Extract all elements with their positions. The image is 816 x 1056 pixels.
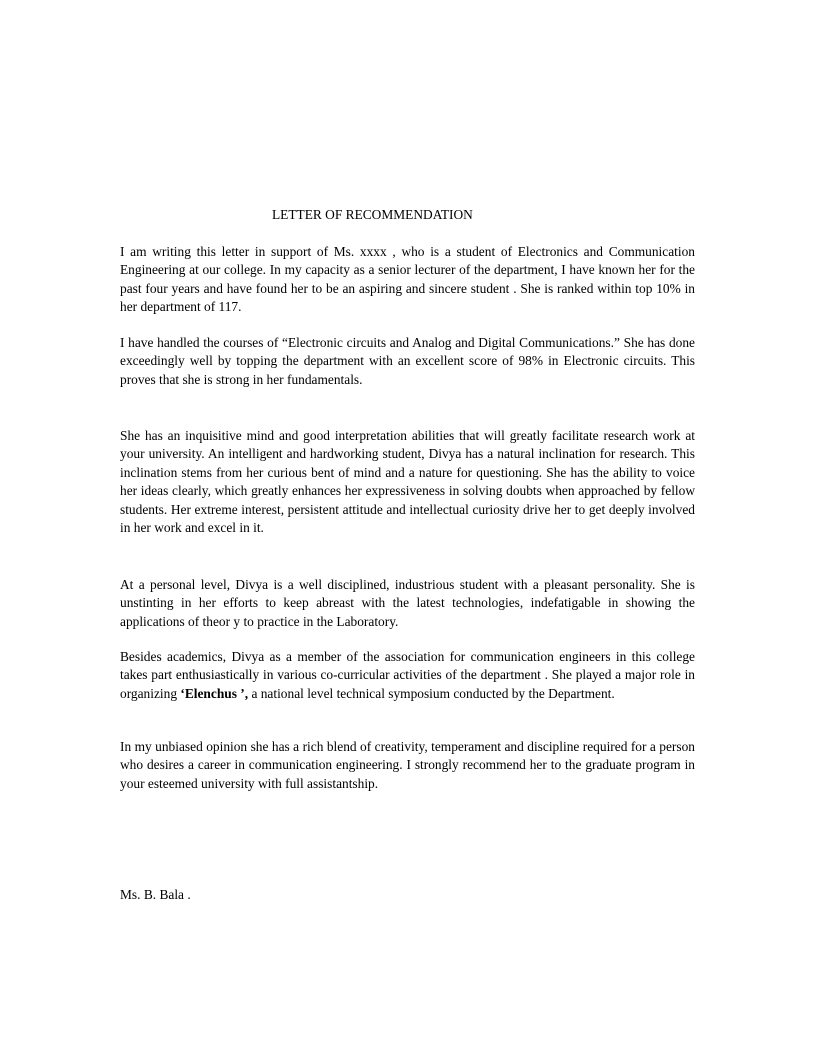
paragraph-qualities: She has an inquisitive mind and good interpretation abilities that will greatly facilitate research work at your university. An intelligent and hardworking student, Divya has a natural inclination for research. This inclination stems from her curious bent of mind and a nature for questioning. She has the ability to voice her ideas clearly, which greatly enhances her expressiveness in solving doubts when approached by fellow students. Her extreme interest, persistent attitude and intellectual curiosity drive her to get deeply involved in her work and excel in it. <box>120 428 695 536</box>
paragraph-activities-text-start: Besides academics, Divya as a member of the association for communication engineers in this college takes part enthusiastically in various co-curricular activities of the department . She played a major role in organizing <box>120 649 695 701</box>
signature-name: Ms. B. Bala . <box>120 887 191 902</box>
paragraph-activities <box>120 648 695 703</box>
paragraph-personal: At a personal level, Divya is a well disciplined, industrious student with a pleasant personality. She is unstinting in her efforts to keep abreast with the latest technologies, indefatigable in showing the applications of theor y to practice in the Laboratory. <box>120 577 695 629</box>
paragraph-introduction: I am writing this letter in support of Ms. xxxx , who is a student of Electronics and Communication Engineering at our college. In my capacity as a senior lecturer of the department, I have known her for the past four years and have found her to be an aspiring and sincere student . She is ranked within top 10% in her department of 117. <box>120 244 695 315</box>
paragraph-activities-text-end: a national level technical symposium conducted by the Department. <box>248 685 615 701</box>
paragraph-recommendation: In my unbiased opinion she has a rich blend of creativity, temperament and discipline required for a person who desires a career in communication engineering. I strongly recommend her to the graduate program in your esteemed university with full assistantship. <box>120 739 695 791</box>
event-name-elenchus: ‘Elenchus ’, <box>180 685 249 701</box>
paragraph-courses: I have handled the courses of “Electronic circuits and Analog and Digital Communications.” She has done exceedingly well by topping the department with an excellent score of 98% in Electronic circuits. This proves that she is strong in her fundamentals. <box>120 335 695 387</box>
letter-title: LETTER OF RECOMMENDATION <box>272 207 473 222</box>
